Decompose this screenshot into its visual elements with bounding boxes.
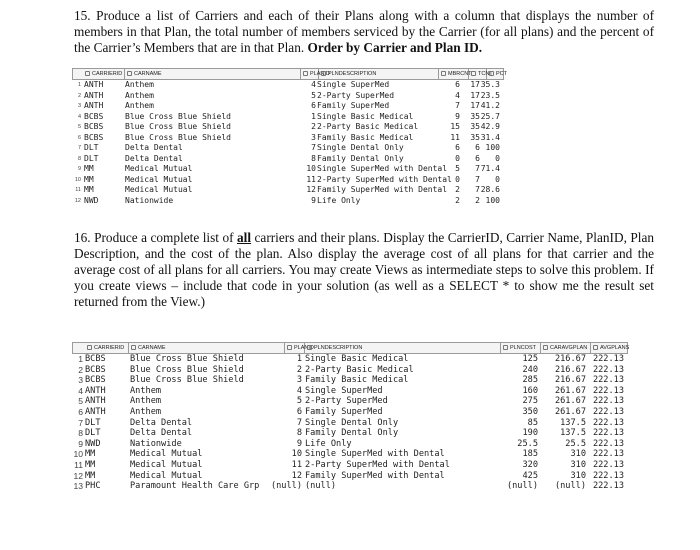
cell-planid: 9 [296, 438, 302, 449]
row-number: 1 [78, 354, 83, 364]
cell-tcnt: 35 [470, 122, 480, 131]
column-icon [489, 71, 494, 76]
table-row[interactable] [72, 91, 502, 101]
cell-mbrcnt: 0 [455, 153, 460, 163]
cell-carrierid: BCBS [85, 364, 106, 375]
cell-mbrcnt: 15 [450, 122, 460, 131]
column-icon [127, 71, 132, 76]
cell-mbrcnt: 4 [455, 90, 460, 100]
cell-avgplans: 222.13 [592, 375, 624, 386]
row-number: 11 [74, 460, 83, 470]
cell-tcnt: 17 [470, 101, 480, 110]
column-icon [503, 345, 508, 350]
cell-planid: 6 [311, 101, 316, 110]
cell-planid: 6 [296, 407, 302, 417]
cell-carname: Paramount Health Care Grp [130, 481, 260, 492]
row-number: 4 [77, 113, 81, 120]
cell-pct: 71.4 [480, 164, 500, 173]
cell-carname: Blue Cross Blue Shield [125, 111, 231, 121]
cell-planid: 5 [296, 396, 302, 407]
column-icon [307, 345, 312, 350]
cell-caravgplan: 261.67 [554, 396, 586, 407]
cell-plncost: 190 [522, 428, 538, 439]
table-row[interactable] [72, 175, 502, 185]
cell-plndescription: Life Only [317, 195, 361, 205]
cell-caravgplan: 137.5 [560, 428, 586, 439]
col-header-carname[interactable]: CARNAME [125, 69, 301, 79]
cell-pct: 42.9 [480, 122, 500, 131]
cell-carrierid: DLT [85, 417, 101, 428]
cell-plndescription: 2-Party Basic Medical [305, 364, 414, 375]
col-header-tcnt[interactable]: TCNT [469, 69, 487, 79]
cell-plndescription: Family Basic Medical [305, 375, 409, 386]
cell-tcnt: 6 [475, 153, 480, 163]
cell-planid: 1 [296, 354, 302, 364]
col-header-plndescription[interactable]: PLNDESCRIPTION [305, 343, 501, 353]
row-number: 6 [78, 407, 83, 417]
row-number: 2 [78, 364, 83, 375]
cell-mbrcnt: 6 [455, 143, 460, 152]
cell-plndescription: Single Dental Only [305, 417, 399, 428]
cell-tcnt: 35 [470, 111, 480, 121]
cell-tcnt: 17 [470, 90, 480, 100]
cell-carname: Nationwide [130, 438, 182, 449]
table-row[interactable] [72, 396, 626, 407]
table-row[interactable] [72, 418, 626, 429]
column-icon [593, 345, 598, 350]
table-row[interactable] [72, 386, 626, 397]
cell-planid: 8 [296, 428, 302, 439]
table-row[interactable] [72, 164, 502, 174]
cell-carrierid: BCBS [84, 132, 104, 142]
cell-plncost: 25.5 [517, 438, 538, 449]
table-row[interactable] [72, 365, 626, 376]
cell-pct: 41.2 [480, 101, 500, 110]
cell-avgplans: 222.13 [592, 364, 624, 375]
cell-carrierid: BCBS [84, 122, 104, 131]
column-icon [321, 71, 326, 76]
cell-carname: Delta Dental [125, 153, 183, 163]
cell-tcnt: 17 [470, 80, 480, 89]
cell-plncost: 320 [522, 460, 538, 470]
cell-mbrcnt: 5 [455, 164, 460, 173]
cell-plncost: 160 [522, 385, 538, 396]
cell-planid: 1 [311, 111, 316, 121]
cell-carname: Blue Cross Blue Shield [130, 375, 244, 386]
cell-carname: Anthem [125, 90, 154, 100]
cell-planid: 10 [306, 164, 316, 173]
table-row[interactable] [72, 449, 626, 460]
cell-plndescription: 2-Party SuperMed with Dental [305, 460, 450, 470]
col-header-pct[interactable]: PCT [487, 69, 503, 79]
cell-planid: 10 [291, 449, 302, 460]
cell-plncost: 85 [527, 417, 538, 428]
cell-carname: Anthem [130, 396, 162, 407]
result-grid-15 [72, 68, 507, 218]
cell-plndescription: Family Dental Only [317, 153, 404, 163]
cell-carrierid: MM [85, 470, 96, 481]
cell-pct: 100 [485, 143, 500, 152]
cell-tcnt: 7 [475, 174, 480, 184]
column-icon [287, 345, 292, 350]
result-grid-16 [72, 342, 628, 502]
cell-carrierid: MM [85, 460, 96, 470]
cell-carname: Medical Mutual [125, 164, 193, 173]
col-header-avgplans[interactable]: AVGPLANS [591, 343, 627, 353]
table-row[interactable] [72, 80, 502, 90]
cell-plndescription: 2-Party SuperMed with Dental [317, 174, 452, 184]
cell-carname: Blue Cross Blue Shield [125, 122, 231, 131]
cell-plncost: 285 [522, 375, 538, 386]
cell-carrierid: ANTH [85, 407, 106, 417]
cell-plndescription: Single SuperMed [317, 80, 390, 89]
row-number: 7 [78, 417, 83, 428]
row-number: 9 [78, 438, 83, 449]
cell-carrierid: MM [84, 174, 94, 184]
cell-tcnt: 7 [475, 185, 480, 194]
column-icon [87, 345, 92, 350]
cell-carname: Nationwide [125, 195, 174, 205]
cell-avgplans: 222.13 [592, 354, 624, 364]
cell-carname: Delta Dental [130, 428, 193, 439]
cell-planid: 12 [291, 470, 302, 481]
cell-carrierid: ANTH [85, 396, 106, 407]
cell-mbrcnt: 2 [455, 185, 460, 194]
cell-carrierid: ANTH [84, 80, 104, 89]
cell-carrierid: ANTH [85, 385, 106, 396]
cell-caravgplan: 261.67 [554, 407, 586, 417]
cell-plndescription: 2-Party SuperMed [317, 90, 395, 100]
cell-mbrcnt: 6 [455, 80, 460, 89]
cell-planid: 3 [296, 375, 302, 386]
cell-carname: Delta Dental [125, 143, 183, 152]
cell-avgplans: 222.13 [592, 460, 624, 470]
cell-planid: 11 [306, 174, 316, 184]
col-header-plncost[interactable]: PLNCOST [501, 343, 541, 353]
cell-carname: Anthem [125, 80, 154, 89]
cell-carrierid: NWD [85, 438, 101, 449]
cell-plncost: (null) [506, 481, 538, 492]
cell-avgplans: 222.13 [592, 428, 624, 439]
cell-caravgplan: 310 [570, 449, 586, 460]
cell-planid: 11 [291, 460, 302, 470]
table-row[interactable] [72, 196, 502, 206]
cell-carrierid: PHC [85, 481, 101, 492]
cell-plncost: 350 [522, 407, 538, 417]
cell-carrierid: MM [85, 449, 96, 460]
cell-carrierid: MM [84, 164, 94, 173]
column-icon [303, 71, 308, 76]
cell-planid: 8 [311, 153, 316, 163]
cell-carname: Blue Cross Blue Shield [130, 354, 244, 364]
table-row[interactable] [72, 375, 626, 386]
cell-mbrcnt: 9 [455, 111, 460, 121]
cell-carname: Medical Mutual [130, 449, 203, 460]
question-16 [74, 230, 654, 310]
cell-carname: Medical Mutual [125, 185, 193, 194]
cell-mbrcnt: 7 [455, 101, 460, 110]
row-number: 12 [74, 197, 81, 204]
cell-plncost: 425 [522, 470, 538, 481]
table-row[interactable] [72, 428, 626, 439]
row-number: 3 [78, 375, 83, 386]
cell-carname: Blue Cross Blue Shield [125, 132, 231, 142]
cell-carname: Medical Mutual [130, 460, 203, 470]
cell-carname: Anthem [125, 101, 154, 110]
cell-carname: Delta Dental [130, 417, 193, 428]
table-row[interactable] [72, 133, 502, 143]
row-number: 7 [77, 145, 81, 151]
cell-caravgplan: 310 [570, 460, 586, 470]
column-icon [471, 71, 476, 76]
cell-plndescription: Life Only [305, 438, 352, 449]
question-16-text-a: 16. Produce a complete list of [74, 230, 237, 245]
col-header-carrierid[interactable]: CARRIERID [83, 69, 125, 79]
col-header-plndescription[interactable]: PLNDESCRIPTION [319, 69, 439, 79]
table-row[interactable] [72, 143, 502, 153]
cell-plndescription: Single Basic Medical [317, 111, 414, 121]
row-number: 13 [73, 481, 83, 492]
row-number: 5 [78, 396, 83, 407]
row-number: 1 [77, 82, 81, 88]
cell-plndescription: (null) [305, 481, 337, 492]
cell-caravgplan: 310 [570, 470, 586, 481]
cell-tcnt: 35 [470, 132, 480, 142]
row-number: 12 [73, 470, 83, 481]
table-row[interactable] [72, 439, 626, 450]
cell-pct: 0 [495, 153, 500, 163]
cell-pct: 28.6 [480, 185, 500, 194]
cell-planid: 5 [311, 90, 316, 100]
row-number: 8 [78, 428, 83, 439]
table-row[interactable] [72, 407, 626, 418]
cell-carrierid: BCBS [84, 111, 104, 121]
cell-caravgplan: 137.5 [560, 417, 586, 428]
cell-plndescription: Family SuperMed [317, 101, 390, 110]
cell-caravgplan: 216.67 [554, 375, 586, 386]
cell-avgplans: 222.13 [592, 481, 624, 492]
cell-mbrcnt: 2 [455, 195, 460, 205]
cell-tcnt: 6 [475, 143, 480, 152]
cell-plncost: 185 [522, 449, 538, 460]
cell-plndescription: Family SuperMed with Dental [305, 470, 445, 481]
table-row[interactable] [72, 101, 502, 111]
cell-avgplans: 222.13 [592, 396, 624, 407]
cell-plndescription: Family Basic Medical [317, 132, 414, 142]
question-15-text: 15. Produce a list of Carriers and each of their Plans along with a column that displays the number of members in that Plan, the total number of members serviced by the Carrier (for all plans) and the percent of the Carrier’s Members that are in that Plan. [74, 8, 654, 55]
cell-avgplans: 222.13 [592, 449, 624, 460]
cell-planid: 3 [311, 132, 316, 142]
col-header-carname[interactable]: CARNAME [129, 343, 285, 353]
cell-caravgplan: 216.67 [554, 354, 586, 364]
cell-carrierid: NWD [84, 195, 99, 205]
grid-header [72, 68, 507, 80]
cell-plndescription: 2-Party Basic Medical [317, 122, 419, 131]
cell-mbrcnt: 11 [450, 132, 460, 142]
cell-carrierid: BCBS [85, 354, 106, 364]
col-header-mbrcnt[interactable]: MBRCNT [439, 69, 469, 79]
cell-carrierid: ANTH [84, 101, 104, 110]
cell-pct: 100 [485, 195, 500, 205]
cell-pct: 23.5 [480, 90, 500, 100]
column-icon [85, 71, 90, 76]
cell-planid: 7 [296, 417, 302, 428]
cell-plncost: 240 [522, 364, 538, 375]
table-row[interactable] [72, 460, 626, 471]
cell-pct: 31.4 [480, 132, 500, 142]
table-row[interactable] [72, 185, 502, 195]
cell-pct: 35.3 [480, 80, 500, 89]
cell-carrierid: DLT [84, 153, 99, 163]
cell-plndescription: Family SuperMed [305, 407, 383, 417]
grid-header [72, 342, 628, 354]
cell-carname: Anthem [130, 407, 162, 417]
cell-planid: 4 [311, 80, 316, 89]
cell-plndescription: Single SuperMed with Dental [317, 164, 448, 173]
question-15-bold: Order by Carrier and Plan ID. [307, 40, 483, 55]
cell-caravgplan: (null) [554, 481, 586, 492]
row-number: 10 [73, 449, 83, 460]
table-row[interactable] [72, 481, 626, 492]
cell-avgplans: 222.13 [592, 438, 624, 449]
cell-plndescription: Family Dental Only [305, 428, 399, 439]
column-icon [441, 71, 446, 76]
cell-planid: 9 [311, 195, 316, 205]
cell-planid: 2 [296, 364, 302, 375]
row-number: 4 [78, 385, 83, 396]
cell-mbrcnt: 0 [455, 174, 460, 184]
question-16-underlined: all [237, 230, 252, 245]
cell-plndescription: Single SuperMed with Dental [305, 449, 445, 460]
cell-avgplans: 222.13 [592, 417, 624, 428]
cell-plndescription: Single Dental Only [317, 143, 404, 152]
cell-planid: 7 [311, 143, 316, 152]
cell-plncost: 275 [522, 396, 538, 407]
cell-carname: Medical Mutual [130, 470, 203, 481]
cell-plncost: 125 [522, 354, 538, 364]
cell-tcnt: 7 [475, 164, 480, 173]
row-number: 6 [77, 134, 81, 141]
cell-carname: Medical Mutual [125, 174, 193, 184]
cell-carname: Blue Cross Blue Shield [130, 364, 244, 375]
column-icon [543, 345, 548, 350]
row-number: 3 [77, 103, 81, 109]
row-number: 10 [74, 176, 81, 183]
cell-planid: 4 [296, 385, 302, 396]
row-number: 8 [77, 155, 81, 162]
col-header-planid[interactable]: PLANID [285, 343, 305, 353]
question-15 [74, 8, 654, 56]
cell-plndescription: Single SuperMed [305, 385, 383, 396]
cell-planid: 12 [306, 185, 316, 194]
table-row[interactable] [72, 154, 502, 164]
cell-carrierid: DLT [85, 428, 101, 439]
col-header-carrierid[interactable]: CARRIERID [85, 343, 129, 353]
col-header-planid[interactable]: PLANID [301, 69, 319, 79]
cell-carrierid: DLT [84, 143, 99, 152]
cell-plndescription: Single Basic Medical [305, 354, 409, 364]
cell-caravgplan: 216.67 [554, 364, 586, 375]
cell-carrierid: MM [84, 185, 94, 194]
table-row[interactable] [72, 122, 502, 132]
cell-avgplans: 222.13 [592, 470, 624, 481]
cell-tcnt: 2 [475, 195, 480, 205]
row-number: 9 [77, 166, 81, 172]
column-icon [131, 345, 136, 350]
question-16-text-b: carriers and their plans. Display the CarrierID, Carrier Name, PlanID, Plan Description, and the cost of the plan. Also display the average cost of all plans for that carrier and the average cost of all plans for all carriers. You may create Views as intermediate steps to solve this problem. If you create views – include that code in your solution (as well as a SELECT * to show me the result set returned from the View.) [74, 230, 655, 309]
cell-pct: 25.7 [480, 111, 500, 121]
cell-avgplans: 222.13 [592, 407, 624, 417]
cell-plndescription: Family SuperMed with Dental [317, 185, 448, 194]
cell-avgplans: 222.13 [592, 385, 624, 396]
cell-caravgplan: 25.5 [565, 438, 586, 449]
cell-plndescription: 2-Party SuperMed [305, 396, 388, 407]
cell-carrierid: ANTH [84, 90, 104, 100]
cell-caravgplan: 261.67 [554, 385, 586, 396]
col-header-caravgplan[interactable]: CARAVGPLAN [541, 343, 591, 353]
row-number: 5 [77, 124, 81, 130]
row-number: 11 [75, 187, 81, 193]
row-number: 2 [77, 92, 81, 99]
cell-pct: 0 [495, 174, 500, 184]
table-row[interactable] [72, 471, 626, 482]
table-row[interactable] [72, 112, 502, 122]
cell-carname: Anthem [130, 385, 162, 396]
cell-carrierid: BCBS [85, 375, 106, 386]
table-row[interactable] [72, 354, 626, 365]
cell-planid: (null) [270, 481, 302, 492]
cell-planid: 2 [311, 122, 316, 131]
